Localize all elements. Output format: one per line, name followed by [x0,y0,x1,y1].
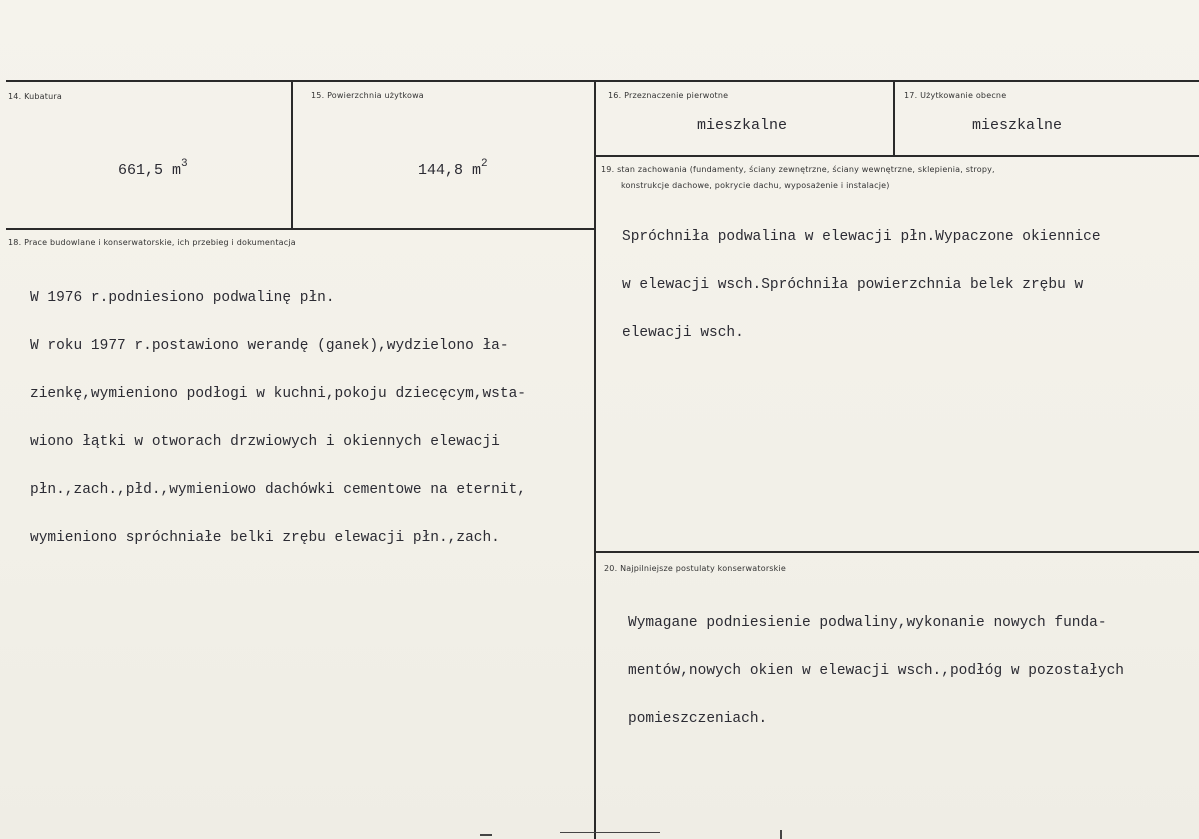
field-powierzchnia-value: 144,8 $m^2$ [418,158,488,179]
field-prace-text [30,258,526,578]
prace-line: W roku 1977 r.postawiono werandę (ganek),wydzielono ła- [30,338,509,354]
field-kubatura-label: 14. Kubatura [8,92,62,101]
field-przeznaczenie-label: 16. Przeznaczenie pierwotne [608,91,729,100]
field-przeznaczenie-value: mieszkalne [697,117,788,134]
field-stan-text [622,197,1101,373]
postulaty-line: pomieszczeniach. [628,711,768,727]
stan-line: Spróchniła podwalina w elewacji płn.Wypaczone okiennice [622,229,1101,245]
field-postulaty-label: 20. Najpilniejsze postulaty konserwatorskie [604,564,787,573]
postulaty-line: mentów,nowych okien w elewacji wsch.,podłóg w pozostałych [628,663,1124,679]
postulaty-line: Wymagane podniesienie podwaliny,wykonanie nowych funda- [628,615,1107,631]
prace-line: płn.,zach.,płd.,wymieniowo dachówki cementowe na eternit, [30,482,526,498]
rule-vert-right [893,80,895,156]
field-stan-label-line1: 19. stan zachowania (fundamenty, ściany zewnętrzne, ściany wewnętrzne, sklepienia, stropy, [601,165,995,174]
prace-line: zienkę,wymieniono podłogi w kuchni,pokoju dziecęcym,wsta- [30,386,526,402]
rule-vert-left [291,80,293,229]
field-powierzchnia-label: 15. Powierzchnia użytkowa [311,91,424,100]
rule-top [6,80,1199,82]
rule-vert-center [594,80,596,839]
rule-row1-left [6,228,596,230]
rule-section20 [595,551,1199,553]
bottom-edge-mark [480,834,492,836]
field-postulaty-text [628,583,1124,759]
field-uzytkowanie-label: 17. Użytkowanie obecne [904,91,1007,100]
field-kubatura-value: 661,5 $m^3$ [118,158,188,179]
field-prace-label: 18. Prace budowlane i konserwatorskie, ich przebieg i dokumentacja [8,238,296,247]
prace-line: W 1976 r.podniesiono podwalinę płn. [30,290,335,306]
field-uzytkowanie-value: mieszkalne [972,117,1063,134]
bottom-edge-mark [780,830,782,839]
rule-row1-right [595,155,1199,157]
prace-line: wiono łątki w otworach drzwiowych i okiennych elewacji [30,434,500,450]
stan-line: elewacji wsch. [622,325,744,341]
field-stan-label-line2: konstrukcje dachowe, pokrycie dachu, wyposażenie i instalacje) [621,181,890,190]
stan-line: w elewacji wsch.Spróchniła powierzchnia belek zrębu w [622,277,1084,293]
prace-line: wymieniono spróchniałe belki zrębu elewacji płn.,zach. [30,530,500,546]
bottom-edge-mark [560,832,660,833]
